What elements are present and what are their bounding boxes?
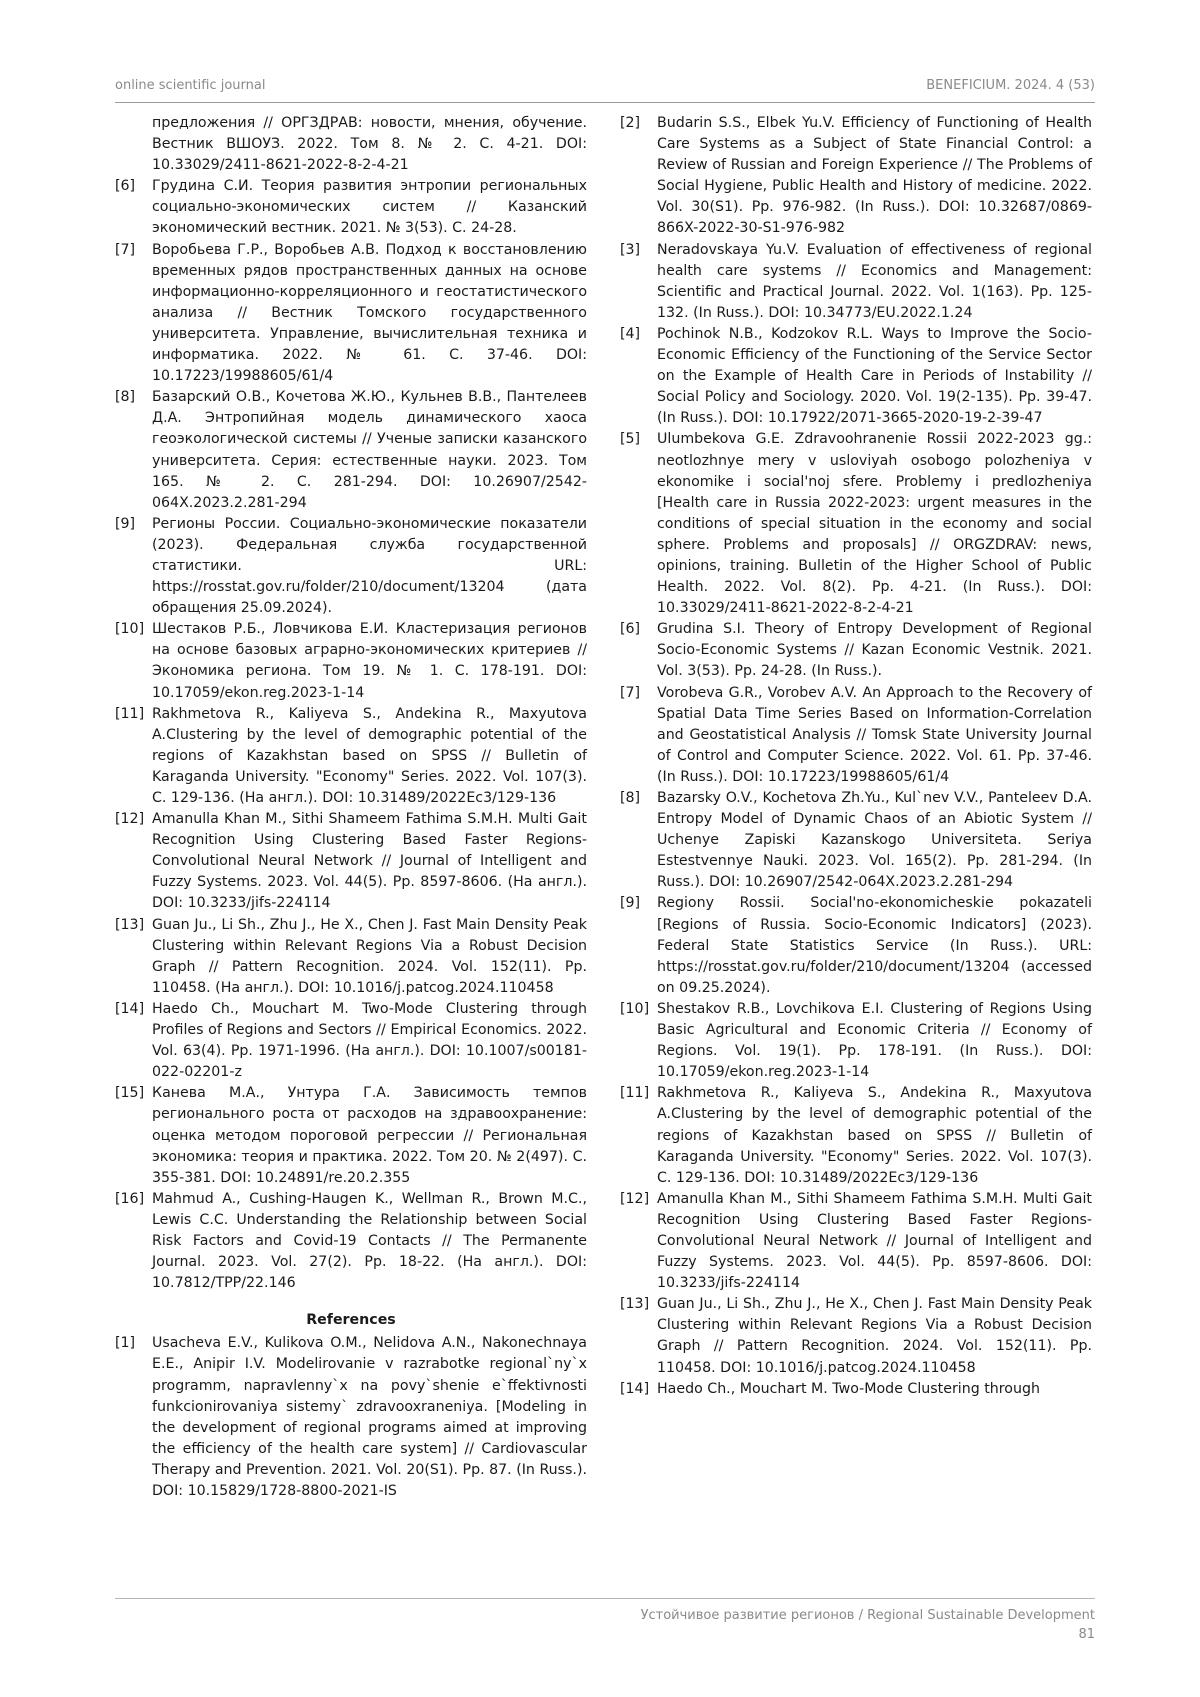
reference-text: Bazarsky O.V., Kochetova Zh.Yu., Kul`nev V.V., Panteleev D.A. Entropy Model of Dynamic Chaos of an Abiotic System // Uchenye Zapiski Kazanskogo Universiteta. Seriya Estestvennye Nauki. 2023. Vol. 165(2). Pp. 281-294. (In Russ.). DOI: 10.26907/2542-064X.2023.2.281-294 — [657, 790, 1092, 891]
reference-item — [115, 999, 587, 1083]
reference-item — [115, 387, 587, 514]
reference-text: Mahmud A., Cushing-Haugen K., Wellman R., Brown M.C., Lewis C.C. Understanding the Relationship between Social Risk Factors and Covid-19 Contacts // The Permanente Journal. 2023. Vol. 27(2). Pp. 18-22. (На англ.). DOI: 10.7812/TPP/22.146 — [152, 1190, 587, 1292]
reference-item — [115, 514, 587, 619]
reference-item — [620, 683, 1092, 788]
reference-text: Budarin S.S., Elbek Yu.V. Efficiency of Functioning of Health Care Systems as a Subject of State Financial Control: a Review of Russian and Foreign Experience // The Problems of Social Hygiene, Public Health and History of medicine. 2022. Vol. 30(S1). Pp. 976-982. (In Russ.). DOI: 10.32687/0869-866X-2022-30-S1-976-982 — [657, 115, 1092, 237]
english-reference-list-continued — [620, 113, 1092, 1400]
reference-number: [11] — [620, 1085, 650, 1102]
reference-text: Rakhmetova R., Kaliyeva S., Andekina R., Maxyutova A.Clustering by the level of demographic potential of the regions of Kazakhstan based on SPSS // Bulletin of Karaganda University. "Economy" Series. 2022. Vol. 107(3). С. 129-136. (На англ.). DOI: 10.31489/2022Ec3/129-136 — [152, 705, 587, 806]
journal-label: online scientific journal — [115, 78, 266, 93]
reference-item — [620, 788, 1092, 893]
reference-text: Грудина С.И. Теория развития энтропии региональных социально-экономических систем // Казанский экономический вестник. 2021. № 3(53). С. 24-28. — [152, 178, 587, 237]
reference-number: [8] — [115, 389, 136, 406]
russian-reference-list — [115, 176, 587, 1294]
page-number: 81 — [1078, 1627, 1095, 1642]
reference-item — [115, 240, 587, 388]
reference-number: [6] — [115, 178, 136, 195]
reference-text: Usacheva E.V., Kulikova O.M., Nelidova A.N., Nakonechnaya E.E., Anipir I.V. Modelirovanie v razrabotke regional`ny`x programm, napravlenny`x na povy`shenie e`ffektivnosti funkcionirovaniya sistemy` zdravooxraneniya. [Modeling in the development of regional programs aimed at improving the efficiency of the health care system] // Cardiovascular Therapy and Prevention. 2021. Vol. 20(S1). Pp. 87. (In Russ.). DOI: 10.15829/1728-8800-2021-IS — [152, 1335, 587, 1499]
reference-item — [620, 240, 1092, 324]
reference-number: [10] — [620, 1000, 650, 1017]
reference-text: Neradovskaya Yu.V. Evaluation of effectiveness of regional health care systems // Economics and Management: Scientific and Practical Journal. 2022. Vol. 1(163). Pp. 125-132. (In Russ.). DOI: 10.34773/EU.2022.1.24 — [657, 241, 1092, 321]
reference-item — [115, 915, 587, 999]
footer-journal-title: Устойчивое развитие регионов / Regional Sustainable Development — [640, 1608, 1095, 1623]
footer-divider — [115, 1598, 1095, 1599]
reference-text: Guan Ju., Li Sh., Zhu J., He X., Chen J. Fast Main Density Peak Clustering within Relevant Regions Via a Robust Decision Graph // Pattern Recognition. 2024. Vol. 152(11). Pp. 110458. DOI: 10.1016/j.patcog.2024.110458 — [657, 1296, 1092, 1376]
reference-number: [7] — [115, 241, 136, 258]
reference-number: [7] — [620, 684, 641, 701]
reference-number: [16] — [115, 1190, 145, 1207]
issue-label: BENEFICIUM. 2024. 4 (53) — [926, 78, 1095, 93]
reference-text: Базарский О.В., Кочетова Ж.Ю., Кульнев В.В., Пантелеев Д.А. Энтропийная модель динамического хаоса геоэкологической системы // Ученые записки казанского университета. Серия: естественные науки. 2023. Том 165. № 2. С. 281-294. DOI: 10.26907/2542-064X.2023.2.281-294 — [152, 389, 587, 511]
reference-text: Pochinok N.B., Kodzokov R.L. Ways to Improve the Socio-Economic Efficiency of the Functioning of the Service Sector on the Example of Health Care in Periods of Instability // Social Policy and Sociology. 2020. Vol. 19(2-135). Pp. 39-47. (In Russ.). DOI: 10.17922/2071-3665-2020-19-2-39-47 — [657, 325, 1092, 427]
reference-number: [1] — [115, 1335, 136, 1352]
reference-number: [11] — [115, 705, 145, 722]
reference-item — [115, 176, 587, 239]
reference-text: Haedo Ch., Mouchart M. Two-Mode Clustering through Profiles of Regions and Sectors // Empirical Economics. 2022. Vol. 63(4). Pp. 1971-1996. (На англ.). DOI: 10.1007/s00181-022-02201-z — [152, 1000, 587, 1081]
reference-item — [115, 1083, 587, 1188]
reference-text: Grudina S.I. Theory of Entropy Development of Regional Socio-Economic Systems // Kazan Economic Vestnik. 2021. Vol. 3(53). Pp. 24-28. (In Russ.). — [657, 621, 1092, 680]
reference-text: Ulumbekova G.E. Zdravoohranenie Rossii 2022-2023 gg.: neotlozhnye mery v usloviyah osobogo polozheniya v ekonomike i social'noj sfere. Problemy i predlozheniya [Health care in Russia 2022-2023: urgent measures in the conditions of special situation in the economy and social sphere. Problems and proposals] // ORGZDRAV: news, opinions, training. Bulletin of the Higher School of Public Health. 2022. Vol. 8(2). Pp. 4-21. (In Russ.). DOI: 10.33029/2411-8621-2022-8-2-4-21 — [657, 431, 1092, 617]
page-header — [115, 74, 1095, 103]
reference-text: Rakhmetova R., Kaliyeva S., Andekina R., Maxyutova A.Clustering by the level of demographic potential of the regions of Kazakhstan based on SPSS // Bulletin of Karaganda University. "Economy" Series. 2022. Vol. 107(3). С. 129-136. DOI: 10.31489/2022Ec3/129-136 — [657, 1085, 1092, 1186]
reference-text: Amanulla Khan M., Sithi Shameem Fathima S.M.H. Multi Gait Recognition Using Clustering Based Faster Regions-Convolutional Neural Network // Journal of Intelligent and Fuzzy Systems. 2023. Vol. 44(5). Pp. 8597-8606. (На англ.). DOI: 10.3233/jifs-224114 — [152, 811, 587, 912]
reference-item — [620, 1189, 1092, 1294]
left-column — [115, 113, 587, 1502]
references-heading: References — [306, 1312, 396, 1329]
reference-item — [115, 619, 587, 703]
reference-number: [3] — [620, 241, 641, 258]
reference-text: Регионы России. Социально-экономические показатели (2023). Федеральная служба государственной статистики. URL: https://rosstat.gov.ru/folder/210/document/13204 (дата обращения 25.09.2024). — [152, 515, 587, 617]
reference-number: [2] — [620, 115, 641, 131]
reference-item — [620, 893, 1092, 998]
reference-item — [620, 1379, 1092, 1400]
reference-item — [115, 1189, 587, 1294]
page-footer — [641, 1606, 1095, 1644]
reference-number: [14] — [115, 1000, 145, 1017]
reference-item — [620, 1294, 1092, 1378]
english-reference-list — [115, 1333, 587, 1502]
reference-number: [14] — [620, 1380, 650, 1397]
reference-item — [620, 999, 1092, 1083]
reference-item — [620, 1083, 1092, 1188]
reference-number: [5] — [620, 431, 641, 448]
reference-number: [12] — [620, 1190, 650, 1207]
reference-text: Шестаков Р.Б., Ловчикова Е.И. Кластеризация регионов на основе базовых аграрно-экономических критериев // Экономика региона. Том 19. № 1. С. 178-191. DOI: 10.17059/ekon.reg.2023-1-14 — [152, 621, 587, 701]
reference-text: Vorobeva G.R., Vorobev A.V. An Approach to the Recovery of Spatial Data Time Series Based on Information-Correlation and Geostatistical Analysis // Tomsk State University Journal of Control and Computer Science. 2022. Vol. 61. Pp. 37-46. (In Russ.). DOI: 10.17223/19988605/61/4 — [657, 684, 1092, 785]
reference-item — [620, 429, 1092, 619]
reference-text: Regiony Rossii. Social'no-ekonomicheskie pokazateli [Regions of Russia. Socio-Economic Indicators] (2023). Federal State Statistics Service (In Russ.). URL: https://rosstat.gov.ru/folder/210/document/13204 (accessed on 09.25.2024). — [657, 895, 1092, 996]
reference-number: [13] — [115, 916, 145, 933]
reference-text: Guan Ju., Li Sh., Zhu J., He X., Chen J. Fast Main Density Peak Clustering within Relevant Regions Via a Robust Decision Graph // Pattern Recognition. 2024. Vol. 152(11). Pp. 110458. (На англ.). DOI: 10.1016/j.patcog.2024.110458 — [152, 916, 587, 996]
reference-number: [10] — [115, 621, 145, 638]
reference-number: [13] — [620, 1296, 650, 1313]
reference-item — [620, 324, 1092, 429]
reference-number: [9] — [620, 895, 641, 912]
reference-text: Воробьева Г.Р., Воробьев А.В. Подход к восстановлению временных рядов пространственных данных на основе информационно-корреляционного и геостатистического анализа // Вестник Томского государственного университета. Управление, вычислительная техника и информатика. 2022. № 61. С. 37-46. DOI: 10.17223/19988605/61/4 — [152, 241, 587, 385]
reference-item — [620, 113, 1092, 240]
reference-item — [115, 704, 587, 809]
reference-number: [6] — [620, 621, 641, 638]
reference-item — [620, 619, 1092, 682]
reference-number: [12] — [115, 811, 145, 828]
reference-text: Amanulla Khan M., Sithi Shameem Fathima S.M.H. Multi Gait Recognition Using Clustering Based Faster Regions-Convolutional Neural Network // Journal of Intelligent and Fuzzy Systems. 2023. Vol. 44(5). Pp. 8597-8606. DOI: 10.3233/jifs-224114 — [657, 1190, 1092, 1292]
reference-number: [9] — [115, 515, 136, 532]
reference-number: [8] — [620, 790, 641, 806]
reference-text: Канева М.А., Унтура Г.А. Зависимость темпов регионального роста от расходов на здравоохранение: оценка методом пороговой регрессии // Региональная экономика: теория и практика. 2022. Том 20. № 2(497). С. 355-381. DOI: 10.24891/re.20.2.355 — [152, 1085, 587, 1186]
reference-text: Haedo Ch., Mouchart M. Two-Mode Clustering through — [657, 1380, 1040, 1397]
right-column — [620, 113, 1092, 1400]
reference-number: [4] — [620, 325, 641, 342]
reference-text: Shestakov R.B., Lovchikova E.I. Clustering of Regions Using Basic Agricultural and Economic Criteria // Economy of Regions. Vol. 19(1). Pp. 178-191. (In Russ.). DOI: 10.17059/ekon.reg.2023-1-14 — [657, 1000, 1092, 1081]
reference-number: [15] — [115, 1085, 145, 1102]
reference-item — [115, 809, 587, 914]
reference-continuation: предложения // ОРГЗДРАВ: новости, мнения, обучение. Вестник ВШОУЗ. 2022. Том 8. № 2. С. 4-21. DOI: 10.33029/2411-8621-2022-8-2-4-21 — [152, 115, 587, 174]
reference-item — [115, 1333, 587, 1502]
